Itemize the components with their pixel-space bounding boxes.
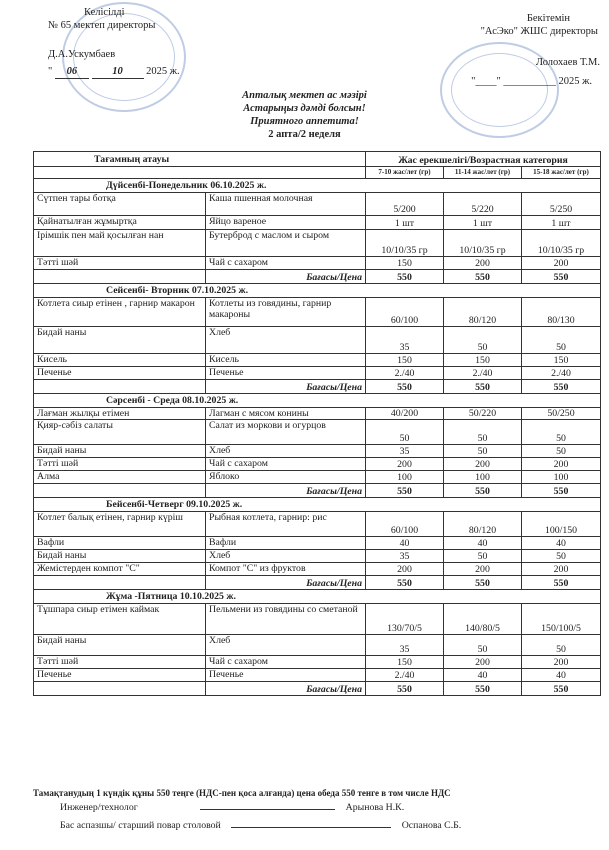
dish-name-kz: Тұшпара сиыр етімен каймак — [34, 604, 206, 635]
dish-name-ru: Яблоко — [206, 471, 366, 484]
price-value: 550 — [366, 682, 444, 696]
portion-value: 50/250 — [522, 408, 601, 420]
dish-name-kz: Котлет балық етінен, гарнир күріш — [34, 512, 206, 537]
dish-name-kz: Тәтті шәй — [34, 458, 206, 471]
day-title: Жұма -Пятница 10.10.2025 ж. — [34, 590, 601, 604]
price-value: 550 — [444, 576, 522, 590]
menu-item-row — [34, 193, 601, 216]
price-spacer — [34, 484, 206, 498]
portion-value: 200 — [522, 563, 601, 576]
portion-value: 80/130 — [522, 298, 601, 327]
dish-name-kz: Печенье — [34, 669, 206, 682]
price-value: 550 — [522, 682, 601, 696]
dish-name-kz: Алма — [34, 471, 206, 484]
day-title: Дүйсенбі-Понедельник 06.10.2025 ж. — [34, 179, 601, 193]
menu-item-row — [34, 298, 601, 327]
week-label: 2 апта/2 неделя — [268, 129, 341, 140]
price-row — [34, 576, 601, 590]
menu-table — [33, 151, 601, 696]
price-value: 550 — [522, 484, 601, 498]
portion-value: 150 — [522, 354, 601, 367]
price-value: 550 — [522, 270, 601, 284]
price-spacer — [34, 682, 206, 696]
portion-value: 2./40 — [444, 367, 522, 380]
dish-name-kz: Бидай наны — [34, 327, 206, 354]
menu-item-row — [34, 367, 601, 380]
dish-name-kz: Қияр-сәбіз салаты — [34, 420, 206, 445]
left-date-year: 2025 ж. — [146, 66, 180, 77]
dish-name-ru: Компот "С" из фруктов — [206, 563, 366, 576]
dish-name-kz: Лағман жылқы етімен — [34, 408, 206, 420]
portion-value: 60/100 — [366, 298, 444, 327]
price-row — [34, 484, 601, 498]
portion-value: 50 — [444, 327, 522, 354]
portion-value: 140/80/5 — [444, 604, 522, 635]
dish-name-kz: Тәтті шәй — [34, 656, 206, 669]
portion-value: 50 — [522, 327, 601, 354]
menu-item-row — [34, 408, 601, 420]
portion-value: 50 — [444, 635, 522, 656]
portion-value: 5/200 — [366, 193, 444, 216]
price-spacer — [34, 576, 206, 590]
left-date-day: 06 — [55, 65, 89, 79]
dish-name-ru: Котлеты из говядины, гарнир макароны — [206, 298, 366, 327]
portion-value: 35 — [366, 550, 444, 563]
dish-name-kz: Тәтті шәй — [34, 257, 206, 270]
dish-name-kz: Бидай наны — [34, 445, 206, 458]
portion-value: 200 — [522, 656, 601, 669]
price-spacer — [34, 380, 206, 394]
dish-name-ru: Лагман с мясом конины — [206, 408, 366, 420]
dish-name-ru: Пельмени из говядины со сметаной — [206, 604, 366, 635]
left-signatory-name: Д.А.Ускумбаев — [48, 49, 116, 60]
portion-value: 40/200 — [366, 408, 444, 420]
left-date-month: 10 — [92, 65, 144, 79]
menu-item-row — [34, 354, 601, 367]
price-spacer — [34, 270, 206, 284]
portion-value: 80/120 — [444, 298, 522, 327]
price-value: 550 — [444, 484, 522, 498]
portion-value: 60/100 — [366, 512, 444, 537]
dish-name-ru: Чай с сахаром — [206, 257, 366, 270]
right-date: "____" __________ 2025 ж. — [471, 76, 592, 87]
portion-value: 200 — [444, 656, 522, 669]
dish-name-kz: Котлета сиыр етінен , гарнир макарон — [34, 298, 206, 327]
dish-name-ru: Кисель — [206, 354, 366, 367]
dish-name-kz: Вафли — [34, 537, 206, 550]
day-header-row — [34, 179, 601, 193]
portion-value: 40 — [522, 537, 601, 550]
menu-item-row — [34, 512, 601, 537]
day-title: Сәрсенбі - Среда 08.10.2025 ж. — [34, 394, 601, 408]
dish-name-ru: Каша пшенная молочная — [206, 193, 366, 216]
menu-item-row — [34, 669, 601, 682]
menu-item-row — [34, 604, 601, 635]
menu-item-row — [34, 257, 601, 270]
age-groups-row — [34, 167, 601, 179]
dish-name-kz: Жемістерден компот "С" — [34, 563, 206, 576]
dish-name-kz: Қайнатылған жұмыртқа — [34, 216, 206, 230]
dish-name-ru: Вафли — [206, 537, 366, 550]
portion-value: 50 — [522, 445, 601, 458]
day-header-row — [34, 498, 601, 512]
portion-value: 50 — [444, 420, 522, 445]
column-header-name: Тағамның атауы — [34, 152, 366, 167]
price-row — [34, 270, 601, 284]
dish-name-ru: Рыбная котлета, гарнир: рис — [206, 512, 366, 537]
menu-item-row — [34, 635, 601, 656]
menu-item-row — [34, 550, 601, 563]
day-header-row — [34, 284, 601, 298]
price-row — [34, 380, 601, 394]
column-header-category: Жас ерекшелігі/Возрастная категория — [366, 152, 601, 167]
menu-item-row — [34, 420, 601, 445]
dish-name-kz: Сүтпен тары ботқа — [34, 193, 206, 216]
price-value: 550 — [522, 380, 601, 394]
greeting-ru: Приятного аппетита! — [250, 116, 359, 127]
price-label: Бағасы/Цена — [206, 576, 366, 590]
portion-value: 200 — [522, 257, 601, 270]
portion-value: 40 — [366, 537, 444, 550]
portion-value: 10/10/35 гр — [366, 230, 444, 257]
portion-value: 1 шт — [366, 216, 444, 230]
dish-name-kz: Бидай наны — [34, 550, 206, 563]
portion-value: 150 — [366, 656, 444, 669]
portion-value: 150 — [444, 354, 522, 367]
portion-value: 35 — [366, 445, 444, 458]
price-value: 550 — [366, 576, 444, 590]
engineer-signature-line — [200, 809, 335, 810]
right-signatory-name: Лолохаев Т.М. — [535, 57, 600, 68]
engineer-name: Арынова Н.К. — [345, 802, 405, 813]
menu-item-row — [34, 458, 601, 471]
portion-value: 100 — [522, 471, 601, 484]
menu-item-row — [34, 471, 601, 484]
dish-name-ru: Хлеб — [206, 445, 366, 458]
portion-value: 200 — [522, 458, 601, 471]
price-label: Бағасы/Цена — [206, 270, 366, 284]
menu-item-row — [34, 230, 601, 257]
portion-value: 40 — [522, 669, 601, 682]
portion-value: 50 — [444, 445, 522, 458]
portion-value: 2./40 — [366, 669, 444, 682]
dish-name-kz: Печенье — [34, 367, 206, 380]
portion-value: 50 — [366, 420, 444, 445]
portion-value: 50 — [444, 550, 522, 563]
price-label: Бағасы/Цена — [206, 484, 366, 498]
dish-name-ru: Салат из моркови и огурцов — [206, 420, 366, 445]
menu-title: Апталық мектеп ас мәзірі — [242, 90, 367, 101]
engineer-signature — [60, 802, 404, 814]
dish-name-ru: Печенье — [206, 669, 366, 682]
menu-item-row — [34, 216, 601, 230]
portion-value: 100/150 — [522, 512, 601, 537]
portion-value: 35 — [366, 327, 444, 354]
portion-value: 150 — [366, 257, 444, 270]
dish-name-ru: Хлеб — [206, 635, 366, 656]
portion-value: 1 шт — [444, 216, 522, 230]
portion-value: 10/10/35 гр — [522, 230, 601, 257]
portion-value: 100 — [444, 471, 522, 484]
cook-name: Оспанова С.Б. — [401, 820, 462, 831]
menu-item-row — [34, 537, 601, 550]
cook-signature-line — [231, 827, 391, 828]
dish-name-ru: Хлеб — [206, 327, 366, 354]
cook-role: Бас аспазшы/ старший повар столовой — [60, 820, 221, 831]
portion-value: 35 — [366, 635, 444, 656]
blank-cell — [34, 167, 366, 179]
portion-value: 50 — [522, 550, 601, 563]
price-label: Бағасы/Цена — [206, 380, 366, 394]
menu-item-row — [34, 563, 601, 576]
portion-value: 40 — [444, 669, 522, 682]
menu-table-body — [34, 152, 601, 696]
dish-name-kz: Кисель — [34, 354, 206, 367]
portion-value: 5/250 — [522, 193, 601, 216]
portion-value: 150 — [366, 354, 444, 367]
dish-name-ru: Яйцо вареное — [206, 216, 366, 230]
portion-value: 200 — [444, 458, 522, 471]
price-value: 550 — [366, 484, 444, 498]
price-value: 550 — [444, 270, 522, 284]
school-director-label: № 65 мектеп директоры — [48, 20, 156, 31]
agreed-label: Келісілді — [84, 7, 125, 18]
portion-value: 50 — [522, 420, 601, 445]
day-header-row — [34, 394, 601, 408]
age-group-header: 15-18 жас/лет (гр) — [522, 167, 601, 179]
dish-name-ru: Чай с сахаром — [206, 458, 366, 471]
portion-value: 1 шт — [522, 216, 601, 230]
age-group-header: 7-10 жас/лет (гр) — [366, 167, 444, 179]
price-label: Бағасы/Цена — [206, 682, 366, 696]
price-value: 550 — [444, 380, 522, 394]
engineer-role: Инженер/технолог — [60, 802, 138, 813]
price-value: 550 — [444, 682, 522, 696]
dish-name-ru: Печенье — [206, 367, 366, 380]
portion-value: 200 — [366, 563, 444, 576]
price-value: 550 — [366, 270, 444, 284]
portion-value: 10/10/35 гр — [444, 230, 522, 257]
header-right — [420, 12, 600, 88]
menu-item-row — [34, 445, 601, 458]
dish-name-ru: Чай с сахаром — [206, 656, 366, 669]
portion-value: 200 — [366, 458, 444, 471]
dish-name-kz: Ірімшік пен май қосылған нан — [34, 230, 206, 257]
portion-value: 200 — [444, 257, 522, 270]
day-header-row — [34, 590, 601, 604]
header-left — [48, 6, 218, 79]
footer-price-note: Тамақтанудың 1 күндік құны 550 теңге (НДС-пен қоса алғанда) цена обеда 550 тенге в том числе НДС — [33, 788, 451, 798]
table-header-row — [34, 152, 601, 167]
dish-name-kz: Бидай наны — [34, 635, 206, 656]
day-title: Бейсенбі-Четверг 09.10.2025 ж. — [34, 498, 601, 512]
price-value: 550 — [366, 380, 444, 394]
portion-value: 2./40 — [522, 367, 601, 380]
day-title: Сейсенбі- Вторник 07.10.2025 ж. — [34, 284, 601, 298]
dish-name-ru: Хлеб — [206, 550, 366, 563]
portion-value: 40 — [444, 537, 522, 550]
price-row — [34, 682, 601, 696]
portion-value: 200 — [444, 563, 522, 576]
left-date: " 06 10 2025 ж. — [48, 66, 180, 77]
portion-value: 5/220 — [444, 193, 522, 216]
greeting-kz: Астарыңыз дәмді болсын! — [243, 103, 366, 114]
portion-value: 150/100/5 — [522, 604, 601, 635]
portion-value: 2./40 — [366, 367, 444, 380]
price-value: 550 — [522, 576, 601, 590]
approved-label: Бекітемін — [526, 13, 570, 24]
company-director-label: "АсЭко" ЖШС директоры — [480, 26, 598, 37]
portion-value: 100 — [366, 471, 444, 484]
menu-item-row — [34, 327, 601, 354]
portion-value: 130/70/5 — [366, 604, 444, 635]
portion-value: 80/120 — [444, 512, 522, 537]
dish-name-ru: Бутерброд с маслом и сыром — [206, 230, 366, 257]
portion-value: 50 — [522, 635, 601, 656]
cook-signature — [60, 820, 461, 832]
age-group-header: 11-14 жас/лет (гр) — [444, 167, 522, 179]
menu-item-row — [34, 656, 601, 669]
portion-value: 50/220 — [444, 408, 522, 420]
